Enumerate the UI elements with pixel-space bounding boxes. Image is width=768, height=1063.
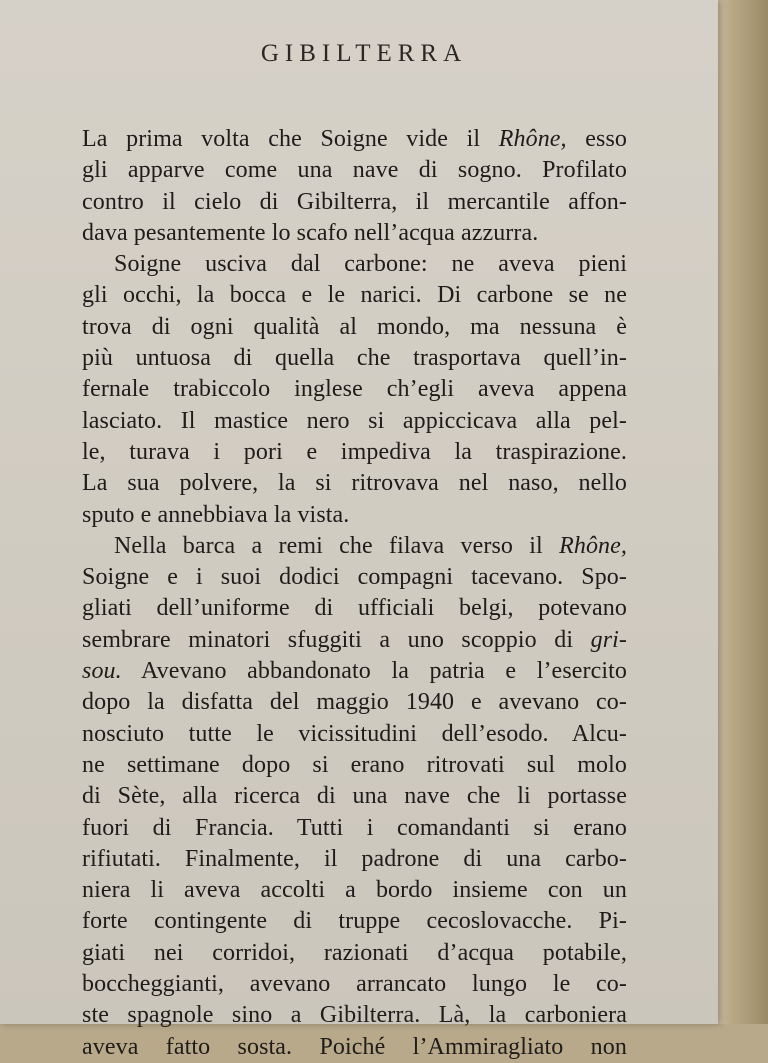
text-line: di Sète, alla ricerca di una nave che li portasse [82, 783, 627, 810]
text-line: lasciato. Il mastice nero si appiccicava alla pel- [82, 407, 627, 434]
text-line: le, turava i pori e impediva la traspirazione. [82, 438, 627, 465]
text-line: Soigne e i suoi dodici compagni tacevano. Spo- [82, 564, 627, 591]
text-line: sembrare minatori sfuggiti a uno scoppio di gri- [82, 626, 627, 653]
text-line: La prima volta che Soigne vide il Rhône, esso [82, 126, 627, 152]
text-line: gliati dell’uniforme di ufficiali belgi, potevano [82, 595, 627, 622]
text-line: gli apparve come una nave di sogno. Profilato [82, 157, 627, 184]
text-line: giati nei corridoi, razionati d’acqua potabile, [82, 939, 627, 966]
text-line: ne settimane dopo si erano ritrovati sul molo [82, 751, 627, 778]
body-text [82, 124, 627, 1063]
text-line: boccheggianti, avevano arrancato lungo le co- [82, 971, 627, 998]
text-line: ste spagnole sino a Gibilterra. Là, la carboniera [82, 1002, 627, 1029]
text-line: Soigne usciva dal carbone: ne aveva pieni [114, 251, 627, 278]
text-line: nosciuto tutte le vicissitudini dell’esodo. Alcu- [82, 720, 627, 747]
text-line: contro il cielo di Gibilterra, il mercantile affon- [82, 188, 627, 215]
text-line: aveva fatto sosta. Poiché l’Ammiragliato non [82, 1033, 627, 1060]
text-line: sputo e annebbiava la vista. [82, 501, 350, 528]
text-line: trova di ogni qualità al mondo, ma nessuna è [82, 313, 627, 340]
text-line: rifiutati. Finalmente, il padrone di una carbo- [82, 845, 627, 872]
text-line: forte contingente di truppe cecoslovacche. Pi- [82, 908, 627, 935]
text-line: Nella barca a remi che filava verso il Rhône, [114, 532, 627, 559]
text-line: fuori di Francia. Tutti i comandanti si erano [82, 814, 627, 841]
text-line: fernale trabiccolo inglese ch’egli aveva appena [82, 376, 627, 403]
text-line: dopo la disfatta del maggio 1940 e avevano co- [82, 689, 627, 716]
text-line: niera li aveva accolti a bordo insieme con un [82, 877, 627, 904]
text-line: gli occhi, la bocca e le narici. Di carbone se ne [82, 282, 627, 309]
running-head: GIBILTERRA [260, 40, 468, 67]
text-line: sou. Avevano abbandonato la patria e l’esercito [82, 658, 627, 685]
text-line: dava pesantemente lo scafo nell’acqua azzurra. [82, 219, 539, 246]
text-line: La sua polvere, la si ritrovava nel naso, nello [82, 470, 627, 497]
text-line: più untuosa di quella che trasportava quell’in- [82, 345, 627, 372]
